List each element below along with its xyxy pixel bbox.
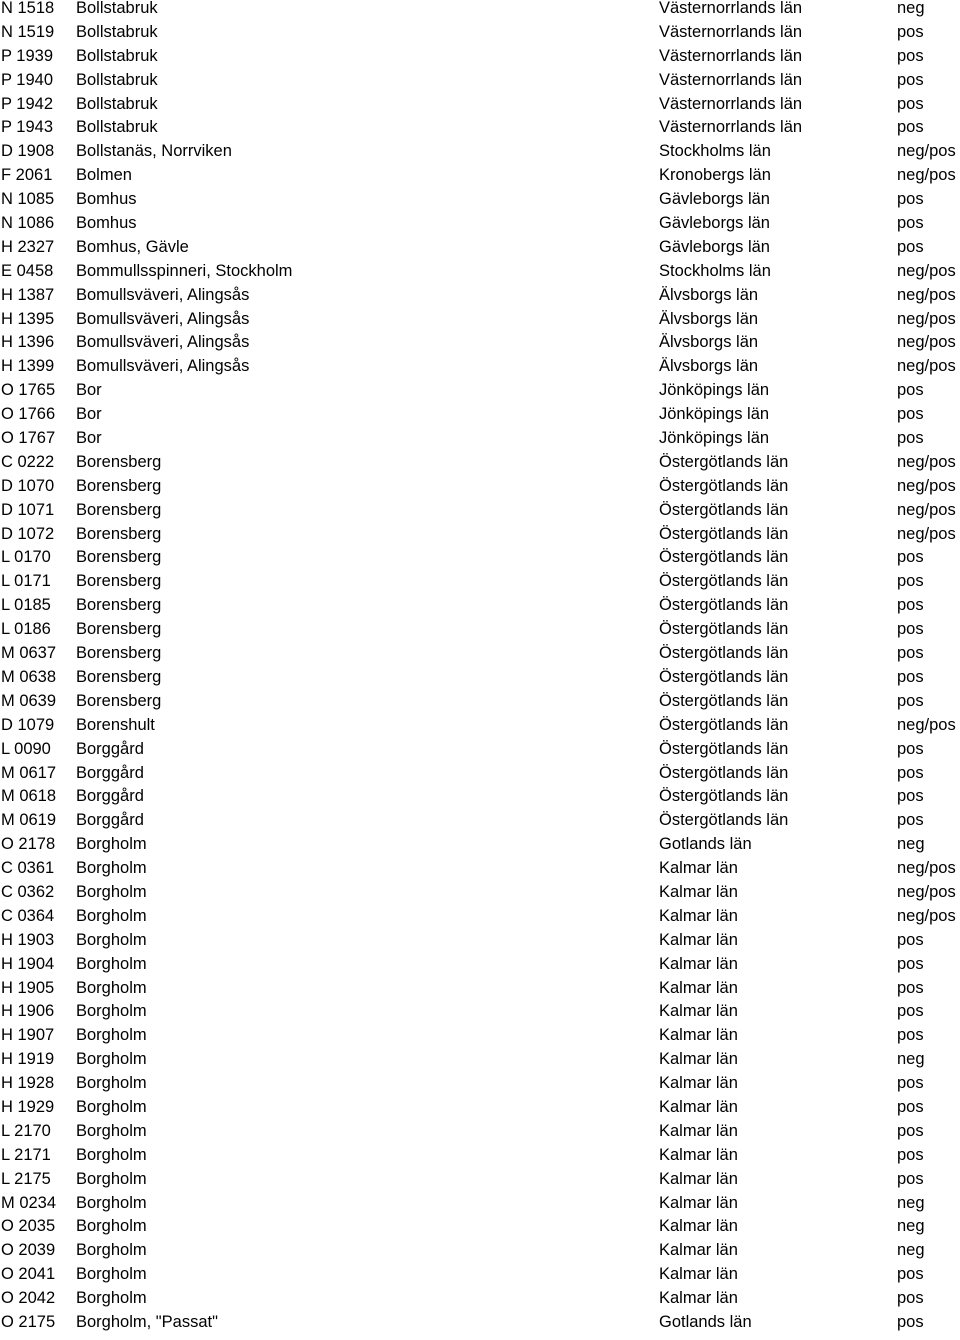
county-name: Kalmar län xyxy=(659,1002,738,1021)
county-name: Kalmar län xyxy=(659,954,738,973)
test-result: pos xyxy=(897,811,924,830)
place-name: Borggård xyxy=(76,739,144,758)
list-item xyxy=(0,1144,960,1168)
record-code: F 2061 xyxy=(1,166,53,185)
list-item xyxy=(0,546,960,570)
record-code: M 0639 xyxy=(1,691,57,710)
record-code: N 1518 xyxy=(1,0,55,17)
test-result: pos xyxy=(897,1265,924,1284)
county-name: Kalmar län xyxy=(659,1074,738,1093)
test-result: pos xyxy=(897,118,924,137)
record-code: O 2175 xyxy=(1,1312,56,1331)
list-item xyxy=(0,164,960,188)
test-result: neg/pos xyxy=(897,166,956,185)
record-code: P 1939 xyxy=(1,46,53,65)
record-code: H 1906 xyxy=(1,1002,55,1021)
record-code: M 0637 xyxy=(1,644,57,663)
place-name: Borgholm xyxy=(76,930,147,949)
record-code: H 1903 xyxy=(1,930,55,949)
place-name: Borgholm xyxy=(76,835,147,854)
county-name: Östergötlands län xyxy=(659,500,789,519)
county-name: Kalmar län xyxy=(659,978,738,997)
test-result: pos xyxy=(897,596,924,615)
test-result: pos xyxy=(897,94,924,113)
list-item xyxy=(0,1120,960,1144)
test-result: pos xyxy=(897,1026,924,1045)
place-name: Borensberg xyxy=(76,691,162,710)
record-code: D 1071 xyxy=(1,500,55,519)
record-code: L 0171 xyxy=(1,572,51,591)
county-name: Östergötlands län xyxy=(659,691,789,710)
county-name: Östergötlands län xyxy=(659,524,789,543)
test-result: pos xyxy=(897,763,924,782)
record-code: O 2035 xyxy=(1,1217,56,1236)
place-name: Borgholm xyxy=(76,1074,147,1093)
county-name: Västernorrlands län xyxy=(659,94,803,113)
county-name: Östergötlands län xyxy=(659,596,789,615)
place-name: Borensberg xyxy=(76,667,162,686)
test-result: pos xyxy=(897,1145,924,1164)
test-result: neg/pos xyxy=(897,524,956,543)
place-name: Borgholm xyxy=(76,859,147,878)
place-name: Bor xyxy=(76,381,102,400)
test-result: neg xyxy=(897,835,925,854)
list-item xyxy=(0,45,960,69)
test-result: neg xyxy=(897,1217,925,1236)
place-name: Bommullsspinneri, Stockholm xyxy=(76,261,293,280)
county-name: Kalmar län xyxy=(659,1050,738,1069)
record-code: O 2178 xyxy=(1,835,56,854)
place-name: Bor xyxy=(76,429,102,448)
county-name: Älvsborgs län xyxy=(659,333,759,352)
county-name: Älvsborgs län xyxy=(659,309,759,328)
record-code: H 1395 xyxy=(1,309,55,328)
place-name: Borggård xyxy=(76,811,144,830)
record-code: C 0361 xyxy=(1,859,55,878)
place-name: Borensberg xyxy=(76,620,162,639)
record-code: H 1399 xyxy=(1,357,55,376)
place-name: Borgholm xyxy=(76,882,147,901)
place-name: Borensberg xyxy=(76,548,162,567)
list-item xyxy=(0,1192,960,1216)
record-code: D 1070 xyxy=(1,476,55,495)
list-item xyxy=(0,379,960,403)
record-code: N 1085 xyxy=(1,190,55,209)
county-name: Östergötlands län xyxy=(659,667,789,686)
county-name: Kalmar län xyxy=(659,859,738,878)
test-result: neg xyxy=(897,1050,925,1069)
list-item xyxy=(0,140,960,164)
record-code: L 0186 xyxy=(1,620,51,639)
test-result: pos xyxy=(897,70,924,89)
test-result: neg xyxy=(897,1193,925,1212)
place-name: Borensberg xyxy=(76,524,162,543)
list-item xyxy=(0,666,960,690)
county-name: Östergötlands län xyxy=(659,763,789,782)
list-item xyxy=(0,833,960,857)
test-result: neg xyxy=(897,1241,925,1260)
place-name: Bollstabruk xyxy=(76,0,158,17)
list-item xyxy=(0,1311,960,1335)
list-item xyxy=(0,857,960,881)
place-name: Bollstabruk xyxy=(76,22,158,41)
county-name: Kronobergs län xyxy=(659,166,771,185)
test-result: pos xyxy=(897,1097,924,1116)
county-name: Älvsborgs län xyxy=(659,357,759,376)
test-result: pos xyxy=(897,978,924,997)
test-result: neg xyxy=(897,0,925,17)
county-name: Älvsborgs län xyxy=(659,285,759,304)
place-name: Borgholm xyxy=(76,1217,147,1236)
test-result: pos xyxy=(897,1289,924,1308)
list-item xyxy=(0,69,960,93)
record-code: N 1086 xyxy=(1,214,55,233)
test-result: neg/pos xyxy=(897,357,956,376)
place-name: Borensberg xyxy=(76,476,162,495)
list-item xyxy=(0,1096,960,1120)
list-item xyxy=(0,331,960,355)
test-result: pos xyxy=(897,1312,924,1331)
list-item xyxy=(0,93,960,117)
test-result: pos xyxy=(897,667,924,686)
test-result: pos xyxy=(897,644,924,663)
place-name: Borgholm xyxy=(76,1289,147,1308)
list-item xyxy=(0,1048,960,1072)
record-code: L 0090 xyxy=(1,739,51,758)
list-item xyxy=(0,738,960,762)
record-code: H 1907 xyxy=(1,1026,55,1045)
place-name: Borgholm xyxy=(76,1265,147,1284)
place-name: Bollstabruk xyxy=(76,118,158,137)
list-item xyxy=(0,977,960,1001)
test-result: pos xyxy=(897,22,924,41)
place-name: Borgholm xyxy=(76,1193,147,1212)
test-result: pos xyxy=(897,739,924,758)
list-item xyxy=(0,403,960,427)
county-name: Gotlands län xyxy=(659,1312,752,1331)
test-result: neg/pos xyxy=(897,882,956,901)
list-item xyxy=(0,905,960,929)
list-item xyxy=(0,475,960,499)
test-result: pos xyxy=(897,572,924,591)
test-result: neg/pos xyxy=(897,142,956,161)
test-result: neg/pos xyxy=(897,285,956,304)
county-name: Västernorrlands län xyxy=(659,22,803,41)
test-result: neg/pos xyxy=(897,715,956,734)
record-code: L 2170 xyxy=(1,1121,51,1140)
list-item xyxy=(0,618,960,642)
county-name: Kalmar län xyxy=(659,1169,738,1188)
test-result: pos xyxy=(897,405,924,424)
place-name: Borensberg xyxy=(76,452,162,471)
county-name: Stockholms län xyxy=(659,261,771,280)
record-code: O 2039 xyxy=(1,1241,56,1260)
record-code: M 0619 xyxy=(1,811,57,830)
county-name: Östergötlands län xyxy=(659,644,789,663)
place-name: Borensberg xyxy=(76,572,162,591)
county-name: Västernorrlands län xyxy=(659,0,803,17)
place-name: Borgholm xyxy=(76,1002,147,1021)
test-result: pos xyxy=(897,237,924,256)
record-code: H 1928 xyxy=(1,1074,55,1093)
record-code: O 1767 xyxy=(1,429,56,448)
place-name: Bomhus, Gävle xyxy=(76,237,189,256)
list-item xyxy=(0,116,960,140)
place-name: Bollstabruk xyxy=(76,94,158,113)
list-item xyxy=(0,953,960,977)
record-code: E 0458 xyxy=(1,261,54,280)
record-code: O 1765 xyxy=(1,381,56,400)
county-name: Jönköpings län xyxy=(659,429,770,448)
place-name: Bomullsväveri, Alingsås xyxy=(76,285,250,304)
test-result: pos xyxy=(897,190,924,209)
list-item xyxy=(0,21,960,45)
county-name: Kalmar län xyxy=(659,1265,738,1284)
record-code: N 1519 xyxy=(1,22,55,41)
test-result: neg/pos xyxy=(897,500,956,519)
list-item xyxy=(0,642,960,666)
record-code: L 2175 xyxy=(1,1169,51,1188)
list-item xyxy=(0,0,960,21)
record-code: H 1919 xyxy=(1,1050,55,1069)
place-name: Borgholm xyxy=(76,906,147,925)
record-code: H 1387 xyxy=(1,285,55,304)
county-name: Stockholms län xyxy=(659,142,771,161)
place-name: Bomullsväveri, Alingsås xyxy=(76,333,250,352)
county-name: Östergötlands län xyxy=(659,452,789,471)
county-name: Östergötlands län xyxy=(659,715,789,734)
list-item xyxy=(0,594,960,618)
place-name: Borgholm xyxy=(76,1241,147,1260)
place-name: Bomullsväveri, Alingsås xyxy=(76,309,250,328)
county-name: Östergötlands län xyxy=(659,620,789,639)
list-item xyxy=(0,188,960,212)
place-name: Borgholm xyxy=(76,978,147,997)
test-result: neg/pos xyxy=(897,859,956,878)
test-result: pos xyxy=(897,1169,924,1188)
test-result: pos xyxy=(897,1002,924,1021)
test-result: pos xyxy=(897,691,924,710)
test-result: pos xyxy=(897,620,924,639)
list-item xyxy=(0,1215,960,1239)
place-name: Borggård xyxy=(76,763,144,782)
list-item xyxy=(0,451,960,475)
record-code: M 0617 xyxy=(1,763,57,782)
list-item xyxy=(0,809,960,833)
test-result: neg/pos xyxy=(897,906,956,925)
test-result: pos xyxy=(897,429,924,448)
record-code: M 0618 xyxy=(1,787,57,806)
record-code: M 0234 xyxy=(1,1193,57,1212)
test-result: neg/pos xyxy=(897,333,956,352)
county-name: Kalmar län xyxy=(659,882,738,901)
county-name: Kalmar län xyxy=(659,1121,738,1140)
test-result: neg/pos xyxy=(897,452,956,471)
record-code: M 0638 xyxy=(1,667,57,686)
test-result: neg/pos xyxy=(897,309,956,328)
record-code: D 1908 xyxy=(1,142,55,161)
list-item xyxy=(0,499,960,523)
test-result: pos xyxy=(897,787,924,806)
list-item xyxy=(0,1287,960,1311)
county-name: Kalmar län xyxy=(659,1097,738,1116)
list-item xyxy=(0,355,960,379)
test-result: pos xyxy=(897,214,924,233)
list-item xyxy=(0,690,960,714)
place-name: Borgholm, "Passat" xyxy=(76,1312,218,1331)
test-result: pos xyxy=(897,1121,924,1140)
county-name: Östergötlands län xyxy=(659,476,789,495)
list-item xyxy=(0,212,960,236)
record-code: C 0364 xyxy=(1,906,55,925)
record-code: P 1942 xyxy=(1,94,53,113)
record-code: L 0170 xyxy=(1,548,51,567)
county-name: Kalmar län xyxy=(659,1217,738,1236)
place-name: Bomullsväveri, Alingsås xyxy=(76,357,250,376)
county-name: Östergötlands län xyxy=(659,739,789,758)
place-name: Bollstabruk xyxy=(76,70,158,89)
county-name: Västernorrlands län xyxy=(659,46,803,65)
record-code: P 1943 xyxy=(1,118,53,137)
place-name: Borensberg xyxy=(76,644,162,663)
test-result: pos xyxy=(897,548,924,567)
test-result: pos xyxy=(897,1074,924,1093)
test-result: neg/pos xyxy=(897,261,956,280)
county-name: Jönköpings län xyxy=(659,381,770,400)
record-code: D 1079 xyxy=(1,715,55,734)
list-item xyxy=(0,427,960,451)
list-item xyxy=(0,523,960,547)
county-name: Gävleborgs län xyxy=(659,237,770,256)
county-name: Östergötlands län xyxy=(659,811,789,830)
list-item xyxy=(0,1168,960,1192)
list-item xyxy=(0,1000,960,1024)
county-name: Kalmar län xyxy=(659,1241,738,1260)
list-item xyxy=(0,308,960,332)
place-name: Borensberg xyxy=(76,500,162,519)
county-name: Västernorrlands län xyxy=(659,118,803,137)
record-code: H 1396 xyxy=(1,333,55,352)
county-name: Kalmar län xyxy=(659,1289,738,1308)
county-name: Kalmar län xyxy=(659,906,738,925)
list-item xyxy=(0,1263,960,1287)
list-item xyxy=(0,1072,960,1096)
list-item xyxy=(0,236,960,260)
place-name: Borensberg xyxy=(76,596,162,615)
place-name: Borgholm xyxy=(76,1169,147,1188)
record-code: O 2042 xyxy=(1,1289,56,1308)
record-code: L 2171 xyxy=(1,1145,51,1164)
list-item xyxy=(0,284,960,308)
county-name: Kalmar län xyxy=(659,1193,738,1212)
record-code: L 0185 xyxy=(1,596,51,615)
county-name: Östergötlands län xyxy=(659,787,789,806)
list-item xyxy=(0,1024,960,1048)
record-code: C 0362 xyxy=(1,882,55,901)
place-name: Bomhus xyxy=(76,190,137,209)
list-item xyxy=(0,260,960,284)
record-code: H 1929 xyxy=(1,1097,55,1116)
test-result: pos xyxy=(897,381,924,400)
county-name: Östergötlands län xyxy=(659,548,789,567)
list-item xyxy=(0,570,960,594)
place-name: Borgholm xyxy=(76,954,147,973)
record-code: P 1940 xyxy=(1,70,53,89)
record-code: O 2041 xyxy=(1,1265,56,1284)
test-result: neg/pos xyxy=(897,476,956,495)
place-name: Bor xyxy=(76,405,102,424)
test-result: pos xyxy=(897,930,924,949)
list-item xyxy=(0,762,960,786)
place-name: Borenshult xyxy=(76,715,155,734)
place-name: Bomhus xyxy=(76,214,137,233)
county-name: Kalmar län xyxy=(659,1145,738,1164)
county-name: Västernorrlands län xyxy=(659,70,803,89)
test-result: pos xyxy=(897,954,924,973)
record-code: O 1766 xyxy=(1,405,56,424)
place-name: Bollstanäs, Norrviken xyxy=(76,142,232,161)
place-name: Bollstabruk xyxy=(76,46,158,65)
county-name: Kalmar län xyxy=(659,1026,738,1045)
record-code: C 0222 xyxy=(1,452,55,471)
county-name: Gotlands län xyxy=(659,835,752,854)
county-name: Jönköpings län xyxy=(659,405,770,424)
record-code: H 2327 xyxy=(1,237,55,256)
record-code: D 1072 xyxy=(1,524,55,543)
record-code: H 1904 xyxy=(1,954,55,973)
place-name: Borgholm xyxy=(76,1121,147,1140)
list-item xyxy=(0,929,960,953)
list-item xyxy=(0,881,960,905)
place-name: Borgholm xyxy=(76,1050,147,1069)
place-name: Borgholm xyxy=(76,1026,147,1045)
county-name: Gävleborgs län xyxy=(659,214,770,233)
county-name: Kalmar län xyxy=(659,930,738,949)
list-item xyxy=(0,1239,960,1263)
place-name: Borgholm xyxy=(76,1097,147,1116)
county-name: Gävleborgs län xyxy=(659,190,770,209)
list-item xyxy=(0,714,960,738)
test-result: pos xyxy=(897,46,924,65)
list-item xyxy=(0,785,960,809)
record-code: H 1905 xyxy=(1,978,55,997)
place-name: Bolmen xyxy=(76,166,132,185)
county-name: Östergötlands län xyxy=(659,572,789,591)
place-name: Borggård xyxy=(76,787,144,806)
place-name: Borgholm xyxy=(76,1145,147,1164)
